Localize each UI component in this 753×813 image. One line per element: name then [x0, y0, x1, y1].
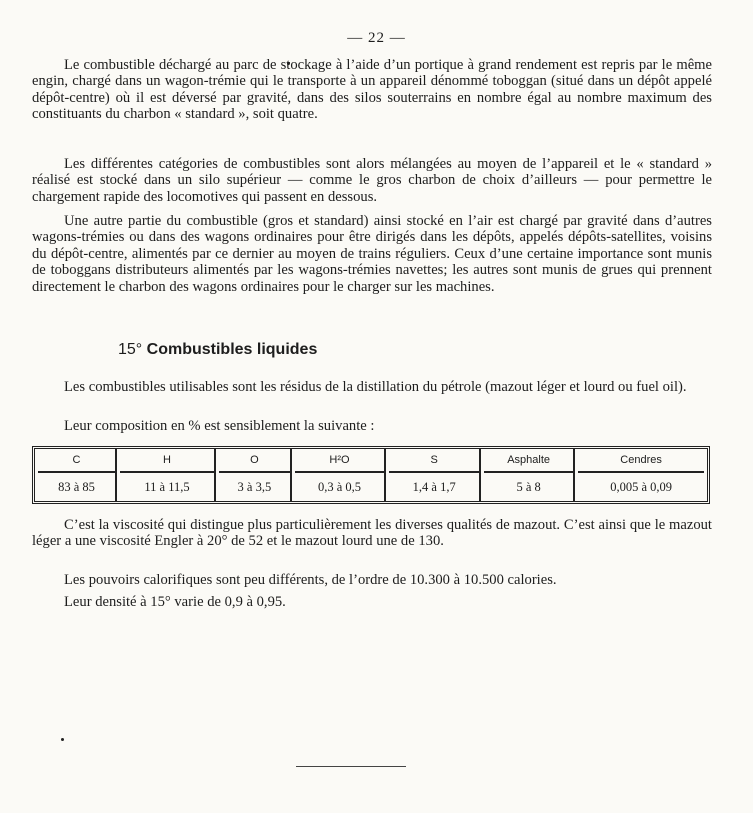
table-header: O — [219, 449, 292, 472]
paragraph-distribution: Une autre partie du combustible (gros et standard) ainsi stocké en l’air est chargé par gravité dans d’autres wagons-trémies ou dans des wagons ordinaires pour être dirigés dans les dépôts, appelés dépôts-satellites, voisins du dépôt-centre, alimentés par ce dernier au moyen de trains réguliers. Ceux d’une certaine importance sont munis de toboggans distributeurs alimentés par les wagons-trémies navettes; les autres sont munis de grues qui prennent directement le charbon des wagons ordinaires pour le charger sur les machines. — [32, 213, 712, 295]
table-cell: 0,005 à 0,09 — [578, 472, 704, 501]
paragraph-density: Leur densité à 15° varie de 0,9 à 0,95. — [64, 594, 286, 610]
table-cell: 3 à 3,5 — [219, 472, 292, 501]
section-number: 15° — [118, 341, 143, 358]
table-cell: 0,3 à 0,5 — [295, 472, 387, 501]
section-title: Combustibles liquides — [146, 341, 318, 358]
paragraph-stockage: Le combustible déchargé au parc de stockage à l’aide d’un portique à grand rendement est repris par le même engin, chargé dans un wagon-trémie qui le transporte à un appareil dénommé toboggan (situé dans un dépôt appelé dépôt-centre) où il est déversé par gravité, dans des silos souterrains en nombre égal au nombre maximum des constituants du charbon « standard », soit quatre. — [32, 57, 712, 123]
table-cell: 11 à 11,5 — [120, 472, 216, 501]
table-header: Cendres — [578, 449, 704, 472]
table-header: H²O — [295, 449, 387, 472]
table-header: S — [389, 449, 481, 472]
composition-table — [32, 446, 710, 504]
table-header: Asphalte — [484, 449, 575, 472]
table-header: H — [120, 449, 216, 472]
table-header-row — [38, 449, 704, 472]
footer-rule — [296, 766, 406, 767]
paragraph-usable: Les combustibles utilisables sont les résidus de la distillation du pétrole (mazout léger et lourd ou fuel oil). — [64, 379, 687, 395]
print-speck — [61, 738, 64, 741]
paragraph-melange: Les différentes catégories de combustibles sont alors mélangées au moyen de l’appareil et le « standard » réalisé est stocké dans un silo supérieur — comme le gros charbon de choix d’ailleurs — pour permettre le chargement rapide des locomotives qui passent en dessous. — [32, 156, 712, 205]
page-number: — 22 — — [347, 30, 406, 46]
table-cell: 5 à 8 — [484, 472, 575, 501]
table-cell: 83 à 85 — [38, 472, 117, 501]
paragraph-calorific: Les pouvoirs calorifiques sont peu différents, de l’ordre de 10.300 à 10.500 calories. — [64, 572, 557, 588]
paragraph-viscosity: C’est la viscosité qui distingue plus particulièrement les diverses qualités de mazout. C’est ainsi que le mazout léger a une viscosité Engler à 20° de 52 et le mazout lourd une de 130. — [32, 517, 712, 550]
table-header: C — [38, 449, 117, 472]
table-cell: 1,4 à 1,7 — [389, 472, 481, 501]
paragraph-composition: Leur composition en % est sensiblement la suivante : — [64, 418, 375, 434]
section-heading — [118, 341, 317, 359]
table-row — [38, 472, 704, 501]
